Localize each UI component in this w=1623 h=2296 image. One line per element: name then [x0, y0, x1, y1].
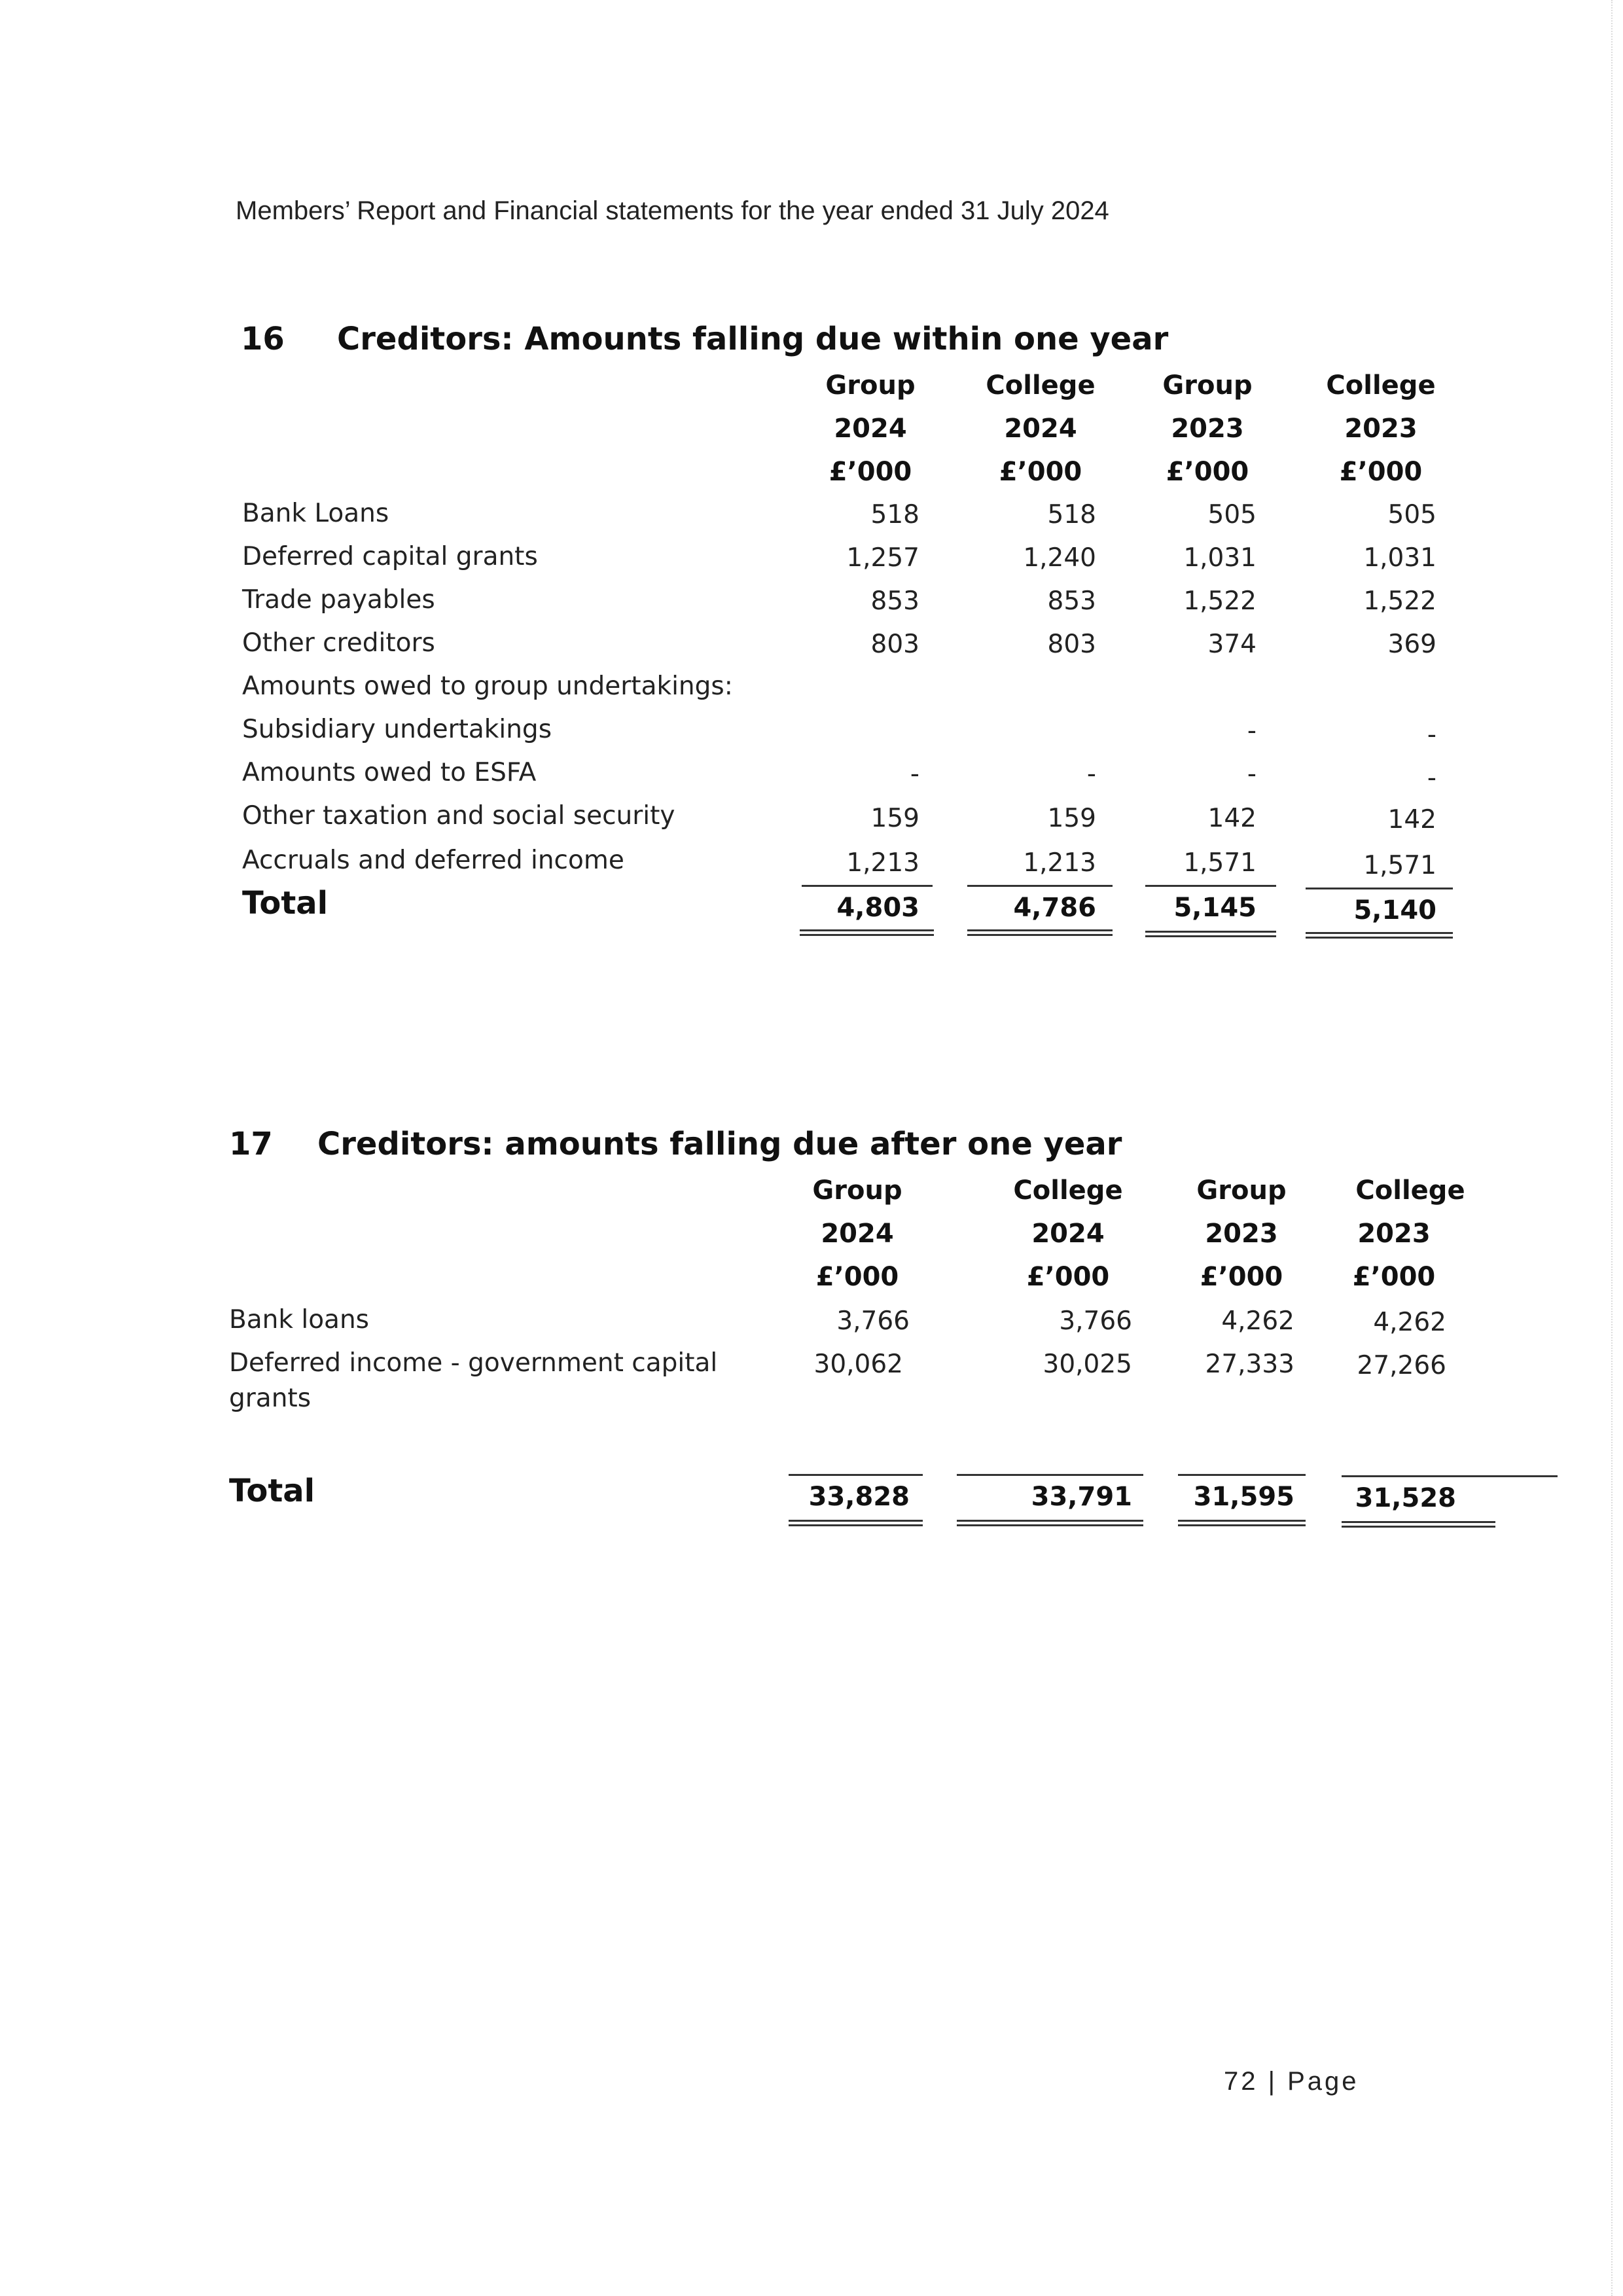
n17-col4-year: 2023 [1357, 1219, 1431, 1249]
n16-row-value: 505 [1207, 500, 1257, 529]
n16-row-value: 518 [1047, 500, 1096, 529]
n17-row-value: 30,025 [1043, 1350, 1132, 1379]
n16-col4-entity: College [1326, 370, 1436, 401]
n17-row-label: Deferred income - government capital [229, 1348, 718, 1378]
n17-col3-year: 2023 [1205, 1219, 1278, 1249]
n17-row-label-continuation: grants [229, 1384, 312, 1413]
note-16-number: 16 [241, 321, 285, 357]
n17-col3-unit: £’000 [1200, 1262, 1283, 1292]
n17-row-value: 27,266 [1357, 1351, 1446, 1380]
n17-col4-unit: £’000 [1352, 1262, 1436, 1292]
n16-total-value: 4,786 [1013, 893, 1096, 923]
n16-row-value: - [1427, 720, 1436, 749]
n16-col4-year: 2023 [1344, 414, 1418, 444]
n17-col3-entity: Group [1196, 1175, 1287, 1206]
note-17-title: Creditors: amounts falling due after one year [317, 1126, 1122, 1162]
n16-row-label: Amounts owed to ESFA [242, 758, 537, 787]
n16-row-value: 1,240 [1023, 543, 1096, 573]
n16-row-value: 159 [1047, 804, 1096, 833]
n16-total-top-rule [967, 885, 1113, 887]
n16-row-value: - [1247, 759, 1257, 789]
n16-row-value: 505 [1387, 500, 1436, 529]
n17-col2-entity: College [1013, 1175, 1123, 1206]
n17-total-double-rule [789, 1520, 923, 1526]
note-16-title: Creditors: Amounts falling due within one year [337, 321, 1169, 357]
page-header: Members’ Report and Financial statements for the year ended 31 July 2024 [236, 196, 1109, 225]
n16-row-label: Bank Loans [242, 499, 389, 528]
n16-total-double-rule [800, 929, 934, 936]
n16-row-value: - [1247, 716, 1257, 745]
n17-total-label: Total [229, 1473, 315, 1509]
n16-row-label: Trade payables [242, 585, 435, 615]
n17-total-top-rule [1342, 1475, 1558, 1477]
n17-row-value: 4,262 [1373, 1308, 1446, 1337]
n16-col2-year: 2024 [1004, 414, 1077, 444]
n17-row-value: 3,766 [1059, 1306, 1132, 1336]
n17-total-double-rule [957, 1520, 1143, 1526]
n16-col3-unit: £’000 [1166, 457, 1249, 487]
n16-col1-entity: Group [825, 370, 916, 401]
n16-total-value: 5,145 [1173, 893, 1257, 923]
n16-row-value: 1,522 [1183, 586, 1257, 616]
n16-row-value: 374 [1207, 630, 1257, 659]
n16-row-label: Other taxation and social security [242, 801, 675, 831]
n16-row-value: - [1086, 759, 1096, 789]
n16-col2-entity: College [986, 370, 1096, 401]
n16-row-value: 803 [1047, 630, 1096, 659]
n16-col1-year: 2024 [834, 414, 907, 444]
n16-total-double-rule [1145, 931, 1276, 937]
n17-row-value: 4,262 [1221, 1306, 1294, 1336]
n17-total-value: 33,828 [808, 1482, 910, 1512]
n16-row-value: 1,031 [1183, 543, 1257, 573]
n16-total-value: 4,803 [836, 893, 919, 923]
scan-margin-line [1611, 0, 1613, 2296]
n17-total-value: 33,791 [1031, 1482, 1132, 1512]
n17-col4-entity: College [1355, 1175, 1465, 1206]
n16-total-value: 5,140 [1353, 895, 1436, 925]
n16-col4-unit: £’000 [1339, 457, 1423, 487]
n16-total-double-rule [967, 929, 1113, 936]
n16-row-value: 518 [870, 500, 919, 529]
n16-row-value: 853 [1047, 586, 1096, 616]
n17-col1-year: 2024 [821, 1219, 894, 1249]
n17-row-value: 27,333 [1205, 1350, 1294, 1379]
n16-row-label: Amounts owed to group undertakings: [242, 672, 733, 701]
note-17-number: 17 [229, 1126, 273, 1162]
n16-row-value: 1,571 [1363, 851, 1436, 880]
n17-row-value: 3,766 [836, 1306, 910, 1336]
n17-col2-unit: £’000 [1026, 1262, 1110, 1292]
n16-total-top-rule [1145, 885, 1276, 887]
n17-total-top-rule [789, 1474, 923, 1476]
n16-row-value: 1,213 [1023, 848, 1096, 878]
n16-col3-year: 2023 [1171, 414, 1244, 444]
n16-total-label: Total [242, 885, 329, 922]
n16-row-value: 1,522 [1363, 586, 1436, 616]
n17-row-label: Bank loans [229, 1305, 369, 1335]
n16-row-value: 159 [870, 804, 919, 833]
n16-row-value: 853 [870, 586, 919, 616]
n17-total-value: 31,528 [1355, 1483, 1456, 1513]
n16-row-value: 1,031 [1363, 543, 1436, 573]
n17-col1-unit: £’000 [815, 1262, 899, 1292]
n16-col3-entity: Group [1162, 370, 1253, 401]
n17-total-top-rule [957, 1474, 1143, 1476]
n16-row-value: 1,571 [1183, 848, 1257, 878]
n17-col1-entity: Group [812, 1175, 902, 1206]
n17-total-double-rule [1342, 1521, 1495, 1528]
n16-col1-unit: £’000 [829, 457, 912, 487]
n16-row-value: 369 [1387, 630, 1436, 659]
n16-total-top-rule [802, 885, 933, 887]
n16-row-value: - [910, 759, 919, 789]
n17-col2-year: 2024 [1031, 1219, 1105, 1249]
n16-row-label: Subsidiary undertakings [242, 715, 552, 744]
n16-row-value: 803 [870, 630, 919, 659]
n16-row-label: Deferred capital grants [242, 542, 538, 571]
n17-total-double-rule [1178, 1520, 1306, 1526]
n16-row-value: 1,257 [846, 543, 919, 573]
n17-total-value: 31,595 [1193, 1482, 1294, 1512]
n16-row-value: - [1427, 763, 1436, 793]
n16-row-value: 142 [1207, 804, 1257, 833]
n16-row-value: 1,213 [846, 848, 919, 878]
n16-row-value: 142 [1387, 805, 1436, 834]
n16-total-top-rule [1306, 888, 1453, 889]
n17-row-value: 30,062 [813, 1350, 903, 1379]
n16-row-label: Other creditors [242, 628, 435, 658]
n16-total-double-rule [1306, 932, 1453, 939]
page-number: 72 | Page [1224, 2067, 1359, 2096]
n17-total-top-rule [1178, 1474, 1306, 1476]
n16-row-label: Accruals and deferred income [242, 846, 624, 875]
n16-col2-unit: £’000 [999, 457, 1082, 487]
